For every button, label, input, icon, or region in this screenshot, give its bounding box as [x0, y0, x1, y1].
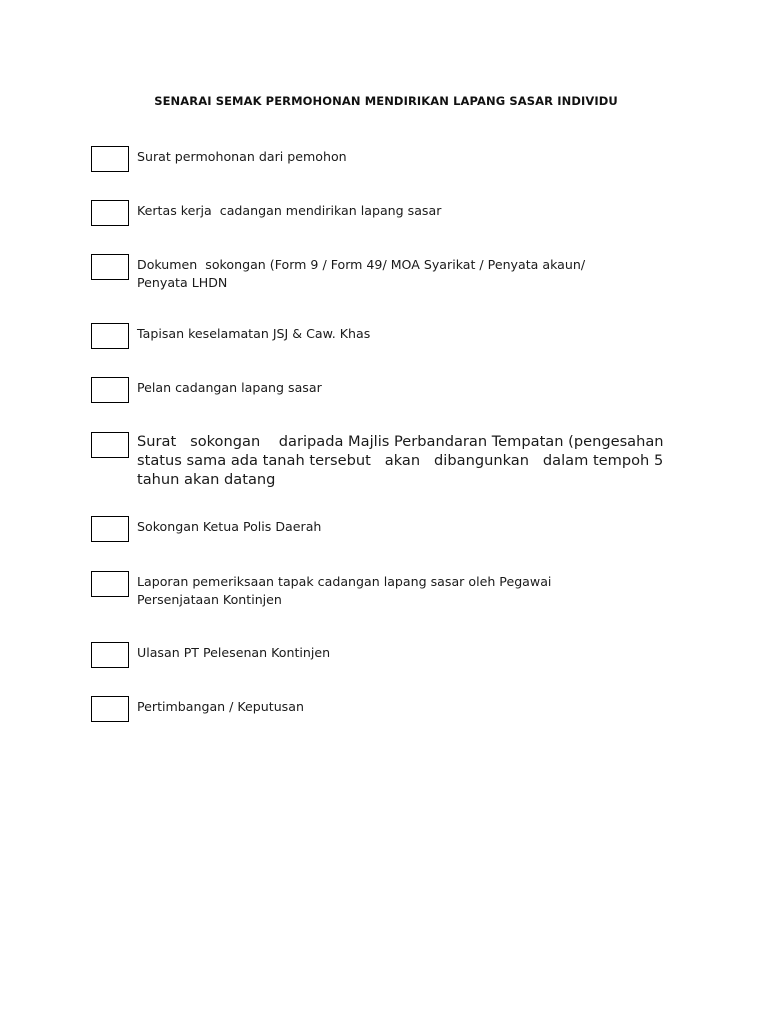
- checklist-item-text: Surat permohonan dari pemohon: [137, 149, 347, 164]
- checkbox[interactable]: [91, 254, 129, 280]
- checklist-item-text: Laporan pemeriksaan tapak cadangan lapang sasar oleh Pegawai: [137, 574, 552, 589]
- checklist-item-text: Pertimbangan / Keputusan: [137, 699, 304, 714]
- checkbox[interactable]: [91, 571, 129, 597]
- checklist-item-text: Pelan cadangan lapang sasar: [137, 380, 322, 395]
- document-title: SENARAI SEMAK PERMOHONAN MENDIRIKAN LAPANG SASAR INDIVIDU: [154, 94, 618, 108]
- checklist-item-label: [137, 379, 322, 397]
- checklist-item-label: [137, 325, 370, 343]
- checklist-item-label: [137, 644, 330, 662]
- checklist-item-label: [137, 256, 585, 292]
- checklist-item-label: [137, 148, 347, 166]
- checkbox[interactable]: [91, 377, 129, 403]
- checkbox[interactable]: [91, 516, 129, 542]
- checklist-item-text: tahun akan datang: [137, 471, 276, 488]
- checklist-item-text: Persenjataan Kontinjen: [137, 592, 282, 607]
- checklist-item-text: Kertas kerja cadangan mendirikan lapang sasar: [137, 203, 442, 218]
- checkbox[interactable]: [91, 642, 129, 668]
- checkbox[interactable]: [91, 696, 129, 722]
- checklist-item-text: Surat sokongan daripada Majlis Perbandaran Tempatan (pengesahan: [137, 433, 664, 450]
- checklist-item-label: [137, 573, 551, 609]
- checkbox[interactable]: [91, 146, 129, 172]
- checklist-item-text: Tapisan keselamatan JSJ & Caw. Khas: [137, 326, 371, 341]
- checklist-item-label: [137, 202, 441, 220]
- checklist-item-text: Sokongan Ketua Polis Daerah: [137, 519, 322, 534]
- checkbox[interactable]: [91, 323, 129, 349]
- checklist-item-text: Ulasan PT Pelesenan Kontinjen: [137, 645, 331, 660]
- checklist-item-label: [137, 432, 664, 489]
- checklist-item-text: Dokumen sokongan (Form 9 / Form 49/ MOA Syarikat / Penyata akaun/: [137, 257, 586, 272]
- checklist-item-label: [137, 698, 304, 716]
- checklist-item-text: Penyata LHDN: [137, 275, 228, 290]
- checklist-item-label: [137, 518, 321, 536]
- checkbox[interactable]: [91, 200, 129, 226]
- checklist-item-text: status sama ada tanah tersebut akan dibangunkan dalam tempoh 5: [137, 452, 664, 469]
- checkbox[interactable]: [91, 432, 129, 458]
